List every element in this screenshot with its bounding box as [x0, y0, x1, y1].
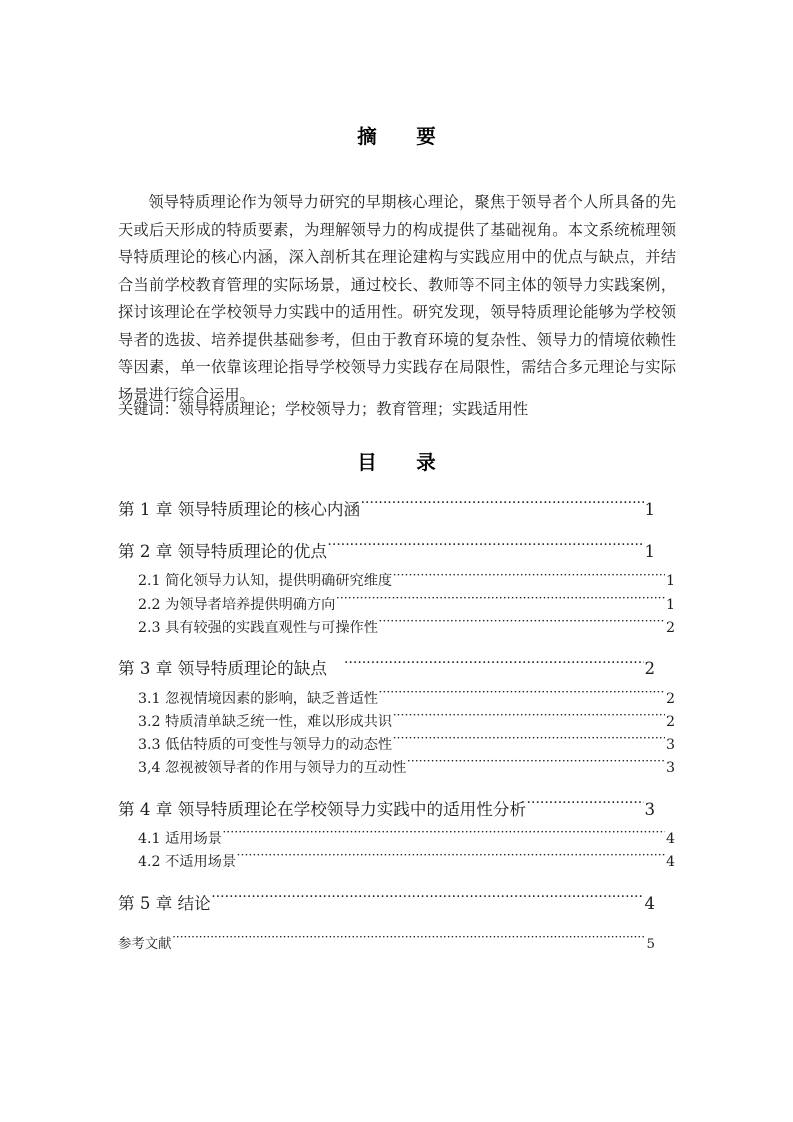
toc-dot-leader: [336, 594, 666, 608]
toc-dot-leader: [361, 498, 644, 515]
abstract-body-text: 领导特质理论作为领导力研究的早期核心理论，聚焦于领导者个人所具备的先天或后天形成的特质要素，为理解领导力的构成提供了基础视角。本文系统梳理领导特质理论的核心内涵，深入剖析其在理论建构与实践应用中的优点与缺点，并结合当前学校教育管理的实际场景，通过校长、教师等不同主体的领导力实践案例，探讨该理论在学校领导力实践中的适用性。研究发现，领导特质理论能够为学校领导者的选拔、培养提供基础参考，但由于教育环境的复杂性、领导力的情境依赖性等因素，单一依靠该理论指导学校领导力实践存在局限性，需结合多元理论与实际场景进行综合运用。: [118, 193, 676, 404]
toc-entry-label: 3.1 忽视情境因素的影响，缺乏普适性: [138, 690, 378, 707]
toc-entry-page-number: 2: [644, 659, 655, 679]
abstract-keywords: 关键词：领导特质理论；学校领导力；教育管理；实践适用性: [118, 400, 529, 419]
toc-entry[interactable]: [118, 571, 675, 591]
toc-dot-leader: [211, 892, 644, 909]
toc-entry-label: 2.2 为领导者培养提供明确方向: [138, 596, 336, 613]
toc-dot-leader: [344, 658, 644, 675]
toc-dot-leader: [237, 852, 666, 866]
toc-entry[interactable]: [118, 935, 655, 955]
toc-dot-leader: [378, 688, 665, 702]
toc-dot-leader: [393, 571, 666, 585]
toc-entry-page-number: 3: [644, 799, 655, 819]
toc-entry[interactable]: [118, 798, 655, 821]
toc-entry[interactable]: [118, 498, 655, 521]
toc-dot-leader: [222, 829, 665, 843]
toc-entry-page-number: 2: [665, 619, 675, 636]
toc-entry[interactable]: [118, 892, 655, 915]
toc-entry-label: 4.1 适用场景: [138, 830, 222, 847]
toc-entry[interactable]: [118, 852, 675, 872]
toc-entry-label: 第 2 章 领导特质理论的优点: [118, 542, 327, 562]
toc-entry[interactable]: [118, 712, 675, 732]
toc-entry[interactable]: [118, 829, 675, 849]
toc-entry-label: 3.2 特质清单缺乏统一性，难以形成共识: [138, 713, 393, 730]
toc-entry-label: 2.3 具有较强的实践直观性与可操作性: [138, 619, 378, 636]
toc-entry[interactable]: [118, 618, 675, 638]
toc-dot-leader: [393, 712, 666, 726]
toc-entry[interactable]: [118, 541, 655, 564]
toc-entry-label: 第 3 章 领导特质理论的缺点: [118, 659, 344, 679]
toc-entry[interactable]: [118, 594, 675, 614]
toc-entry-page-number: 2: [665, 713, 675, 730]
abstract-heading: 摘 要: [357, 125, 446, 149]
toc-dot-leader: [527, 798, 644, 815]
table-of-contents-heading: 目 录: [357, 451, 446, 475]
toc-entry[interactable]: [118, 658, 655, 681]
toc-entry-page-number: 1: [665, 573, 675, 590]
toc-dot-leader: [378, 618, 665, 632]
toc-entry-page-number: 4: [665, 830, 675, 847]
toc-entry[interactable]: [118, 735, 675, 755]
toc-entry-page-number: 2: [665, 690, 675, 707]
toc-entry-page-number: 5: [646, 937, 655, 953]
toc-dot-leader: [407, 758, 666, 772]
toc-entry-page-number: 3: [665, 736, 675, 753]
toc-entry-label: 第 4 章 领导特质理论在学校领导力实践中的适用性分析: [118, 799, 527, 819]
toc-entry-label: 3,4 忽视被领导者的作用与领导力的互动性: [138, 760, 407, 777]
toc-entry-page-number: 3: [665, 760, 675, 777]
toc-dot-leader: [327, 541, 644, 558]
toc-entry-label: 第 5 章 结论: [118, 893, 211, 913]
toc-entry-page-number: 1: [644, 542, 655, 562]
toc-entry-page-number: 4: [665, 854, 675, 871]
toc-entry-page-number: 4: [644, 893, 655, 913]
toc-entry-label: 第 1 章 领导特质理论的核心内涵: [118, 499, 361, 519]
toc-entry-page-number: 1: [665, 596, 675, 613]
toc-entry-label: 参考文献: [118, 937, 172, 953]
toc-entry-page-number: 1: [644, 499, 655, 519]
toc-entry-label: 4.2 不适用场景: [138, 854, 237, 871]
toc-dot-leader: [172, 935, 646, 948]
toc-entry[interactable]: [118, 688, 675, 708]
toc-entry[interactable]: [118, 758, 675, 778]
table-of-contents: [118, 498, 675, 955]
toc-dot-leader: [393, 735, 666, 749]
toc-entry-label: 2.1 简化领导力认知，提供明确研究维度: [138, 573, 393, 590]
toc-entry-label: 3.3 低估特质的可变性与领导力的动态性: [138, 736, 393, 753]
